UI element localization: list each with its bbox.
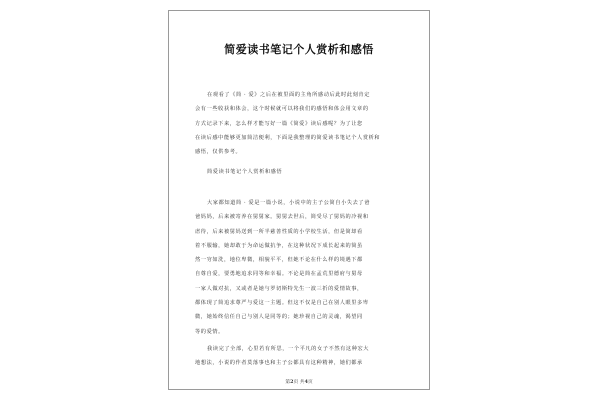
paragraph-line: 在观看了《简 · 爱》之后在被里面的主角所感动后此时此刻肯定 [207,92,371,98]
paragraph-line: 感悟，仅供参考。 [195,149,242,156]
paragraph-line: 等的爱情。 [195,328,224,335]
paragraph-line: 然一穷如洗，地位卑微，相貌平平，但她不论在什么样的境遇下都 [195,257,363,264]
paragraph-line: 大家都知道简 · 爱是一篇小说，小说中的主子公简自小失去了爸 [207,200,371,206]
paragraph-line: 会有一些收获和体会，这个时候就可以将我们的感悟和体会用文章的 [195,106,369,113]
paragraph-line: 在读后感中能够更加简洁便利，下面是我整理的简爱读书笔记个人赏析和 [195,134,381,141]
footer-suffix: 页 [307,380,313,385]
paragraph-line: 一家人做对抗，又或者是她与罗切斯特先生一波三折的爱情故事， [195,285,363,292]
footer-prefix: 第 [285,380,291,385]
paragraph-line: 方式记录下来，怎么样才能写好一篇《简爱》读后感呢？为了让您 [195,120,363,127]
body-paragraph [195,196,409,339]
page-footer [169,378,429,385]
footer-page-current: 2 [290,379,294,385]
paragraph-line: 我读完了全部，心里若有所思，一个平凡的女子不然有这种宏大 [207,346,370,352]
closing-paragraph [195,342,409,371]
paragraph-line: 自尊自爱，要勇地追求同等和幸福。不论是简在孟荒里德府与舅母 [195,271,363,278]
paragraph-line: 爸妈妈，后来被寄养在舅舅家。舅舅去世后，简受尽了舅妈的冷视和 [195,214,369,221]
document-title: 简爱读书笔记个人赏析和感悟 [224,43,374,56]
paragraph-line: 都体现了简追求尊严与爱这一主题。但这不仅是自己在别人眼里多卑 [195,300,369,307]
paragraph-line: 地想法，小说的作者莫落事也和主子公都具有这种精神，她们都承 [195,360,363,367]
footer-page-total: 4 [304,379,308,385]
paragraph-line: 微，她始终信任自己与别人是同等的；她珍视自己的灵魂，渴望同 [195,314,363,321]
paragraph-line: 虐待，后来被舅妈送到一所半慈善性质的小学校生活，但是简却看 [195,228,363,235]
paragraph-line: 着不服输，她却敢于为命运做抗争，在这种状况下成长起来的简虽 [195,242,363,249]
document-page [168,10,430,390]
section-subheading: 简爱读书笔记个人赏析和感悟 [207,169,283,175]
footer-middle: 页 共 [293,380,305,385]
intro-paragraph [195,88,409,159]
